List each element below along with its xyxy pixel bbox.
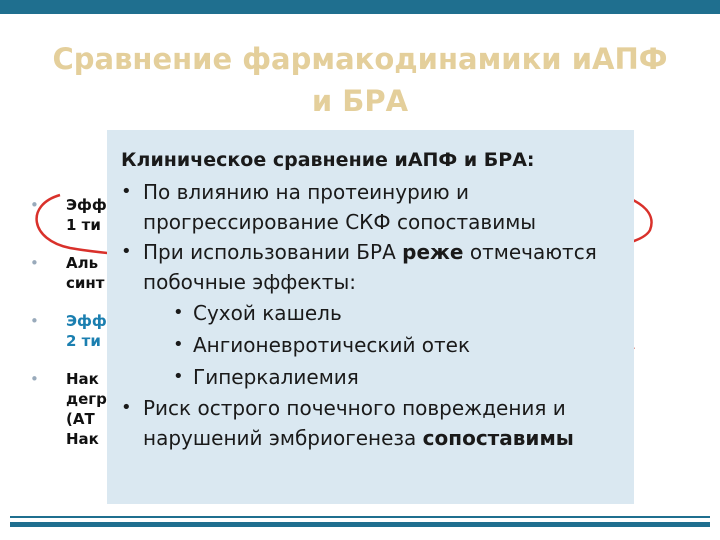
side-effects-sublist <box>143 297 624 393</box>
callout-item-proteinuria: • По влиянию на протеинурию и прогрессирование СКФ сопоставимы <box>121 180 537 234</box>
comparison-callout-box <box>107 130 634 504</box>
callout-title: Клиническое сравнение иАПФ и БРА: <box>121 149 535 171</box>
callout-item-kidney-risk: • Риск острого почечного повреждения и нарушений эмбриогенеза сопоставимы <box>121 396 574 450</box>
background-bullet-2: • Аль синт <box>30 254 105 292</box>
background-bullet-1: • Эфф 1 ти <box>30 196 107 234</box>
bottom-divider-thin <box>10 516 710 518</box>
background-bullet-4: • Нак дегр (АТ Нак <box>30 370 107 448</box>
bottom-divider-thick <box>10 522 710 527</box>
slide-title: Сравнение фармакодинамики иАПФ и БРА <box>52 42 668 118</box>
sub-item-hyperkalemia: • Гиперкалиемия <box>173 365 359 389</box>
callout-item-side-effects: • При использовании БРА реже отмечаются побочные эффекты: • Сухой кашель • Ангионевротический отек • Гиперкалиемия <box>117 237 624 393</box>
callout-list <box>117 177 624 453</box>
sub-item-cough: • Сухой кашель <box>173 301 342 325</box>
sub-item-angioedema: • Ангионевротический отек <box>173 333 471 357</box>
background-bullet-3: • Эфф 2 ти <box>30 312 107 350</box>
